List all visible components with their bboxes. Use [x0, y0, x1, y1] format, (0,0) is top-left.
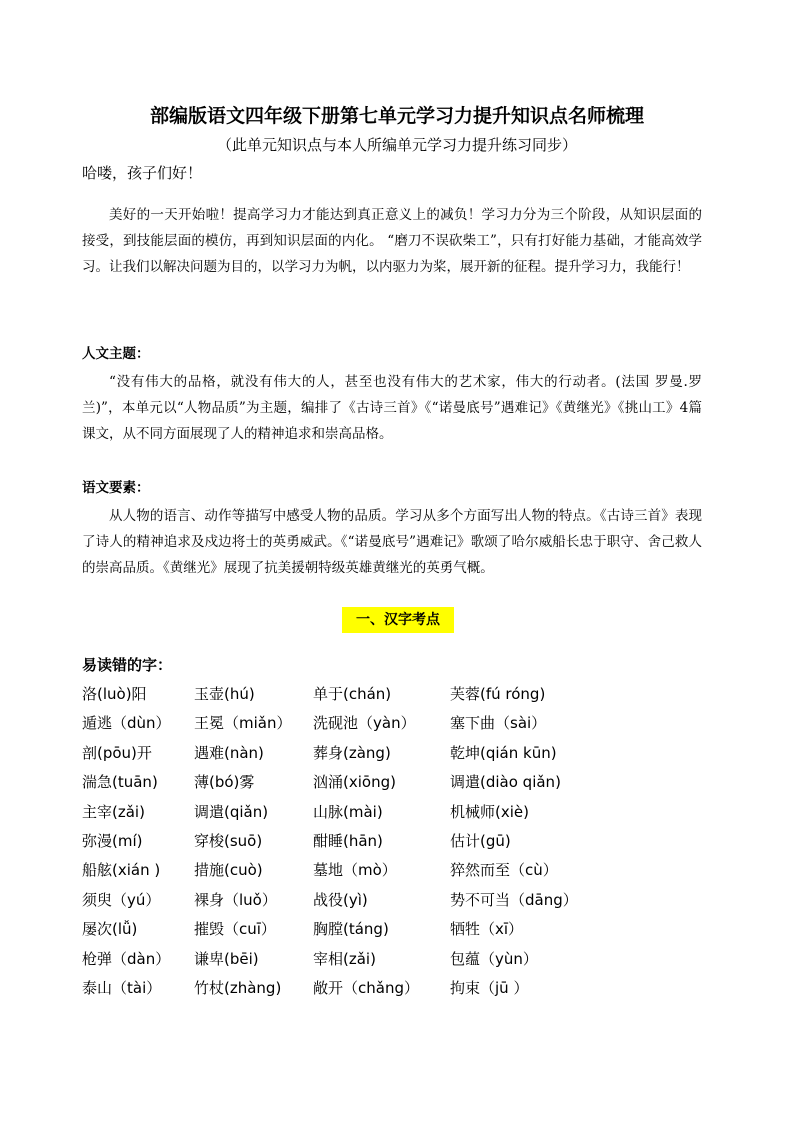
word-row: [82, 798, 722, 827]
elements-heading: 语文要素：: [82, 480, 150, 496]
word-item: 宰相(zǎi): [313, 949, 376, 968]
section-title-hanzi: 一、汉字考点: [342, 607, 454, 633]
theme-paragraph: “没有伟大的品格，就没有伟大的人，甚至也没有伟大的艺术家，伟大的行动者。(法国 罗曼.罗兰)”，本单元以“人物品质”为主题，编排了《古诗三首》《“诺曼底号”遇难记》《黄继光》《挑山工》4篇课文，从不同方面展现了人的精神追求和崇高品格。: [82, 374, 702, 442]
word-item: 调遣(qiǎn): [194, 802, 269, 821]
greeting-text: 哈喽，孩子们好！: [82, 164, 203, 182]
word-item: 墓地（mò）: [313, 861, 397, 880]
word-item: 酣睡(hān): [313, 831, 383, 850]
word-row: [82, 945, 722, 974]
word-item: 泰山（tài）: [82, 978, 162, 997]
word-item: 洗砚池（yàn）: [313, 714, 416, 733]
word-item: 洛(luò)阳: [82, 685, 147, 703]
word-item: 拘束（jū ）: [450, 978, 529, 997]
page-subtitle: （此单元知识点与本人所编单元学习力提升练习同步）: [216, 136, 577, 154]
word-item: 遇难(nàn): [194, 743, 264, 762]
word-item: 山脉(mài): [313, 802, 383, 821]
word-row: [82, 856, 722, 885]
word-item: 枪弹（dàn）: [82, 949, 171, 968]
word-item: 剖(pōu)开: [82, 743, 152, 762]
word-item: 遁逃（dùn）: [82, 714, 171, 733]
word-item: 薄(bó)雾: [194, 773, 255, 792]
theme-heading: 人文主题：: [82, 346, 150, 362]
word-item: 弥漫(mí): [82, 831, 143, 850]
word-item: 主宰(zǎi): [82, 802, 145, 821]
word-item: 单于(chán): [313, 685, 392, 703]
elements-paragraph: 从人物的语言、动作等描写中感受人物的品质。学习从多个方面写出人物的特点。《古诗三首》表现了诗人的精神追求及戍边将士的英勇威武。《“诺曼底号”遇难记》歌颂了哈尔威船长忠于职守、舍己救人的崇高品质。《黄继光》展现了抗美援朝特级英雄黄继光的英勇气概。: [82, 508, 702, 576]
word-row: [82, 974, 722, 1003]
word-row: [82, 827, 722, 856]
word-item: 谦卑(bēi): [194, 949, 259, 968]
word-item: 胸膛(táng): [313, 920, 389, 939]
word-row: [82, 915, 722, 944]
word-item: 穿梭(suō): [194, 831, 263, 850]
word-list: [82, 680, 722, 1003]
word-item: 摧毁（cuī）: [194, 920, 276, 939]
words-heading: 易读错的字：: [82, 656, 173, 674]
word-row: [82, 680, 722, 709]
word-item: 葬身(zàng): [313, 743, 391, 762]
word-item: 敞开（chǎng）: [313, 978, 419, 997]
word-item: 战役(yì): [313, 890, 368, 909]
word-item: 机械师(xiè): [450, 802, 529, 821]
intro-paragraph: 美好的一天开始啦！提高学习力才能达到真正意义上的减负！学习力分为三个阶段，从知识层面的接受，到技能层面的模仿，再到知识层面的内化。 “磨刀不误砍柴工”，只有打好能力基础，才能高效学习。让我们以解决问题为目的，以学习力为帆，以内驱力为桨，展开新的征程。提升学习力，我能行！: [82, 207, 702, 275]
word-item: 势不可当（dāng）: [450, 890, 578, 909]
word-item: 猝然而至（cù）: [450, 861, 558, 880]
word-item: 王冕（miǎn）: [194, 714, 292, 733]
word-item: 估计(gū): [450, 831, 511, 850]
word-item: 玉壶(hú): [194, 685, 255, 703]
word-item: 措施(cuò): [194, 861, 263, 880]
word-item: 屡次(lǚ): [82, 920, 138, 939]
word-item: 须臾（yú）: [82, 890, 161, 909]
word-item: 调遣(diào qiǎn): [450, 773, 561, 792]
word-item: 湍急(tuān): [82, 773, 158, 792]
word-item: 包蕴（yùn）: [450, 949, 538, 968]
word-item: 牺牲（xī）: [450, 920, 524, 939]
word-item: 塞下曲（sài）: [450, 714, 547, 733]
word-row: [82, 739, 722, 768]
word-item: 芙蓉(fú róng): [450, 685, 546, 703]
word-row: [82, 886, 722, 915]
word-item: 裸身（luǒ）: [194, 890, 277, 909]
page-title: 部编版语文四年级下册第七单元学习力提升知识点名师梳理: [149, 105, 644, 127]
word-item: 乾坤(qián kūn): [450, 743, 557, 762]
word-item: 竹杖(zhàng): [194, 978, 282, 997]
word-item: 汹涌(xiōng): [313, 773, 396, 792]
word-row: [82, 768, 722, 797]
word-item: 船舷(xián ): [82, 861, 161, 880]
word-row: [82, 709, 722, 738]
